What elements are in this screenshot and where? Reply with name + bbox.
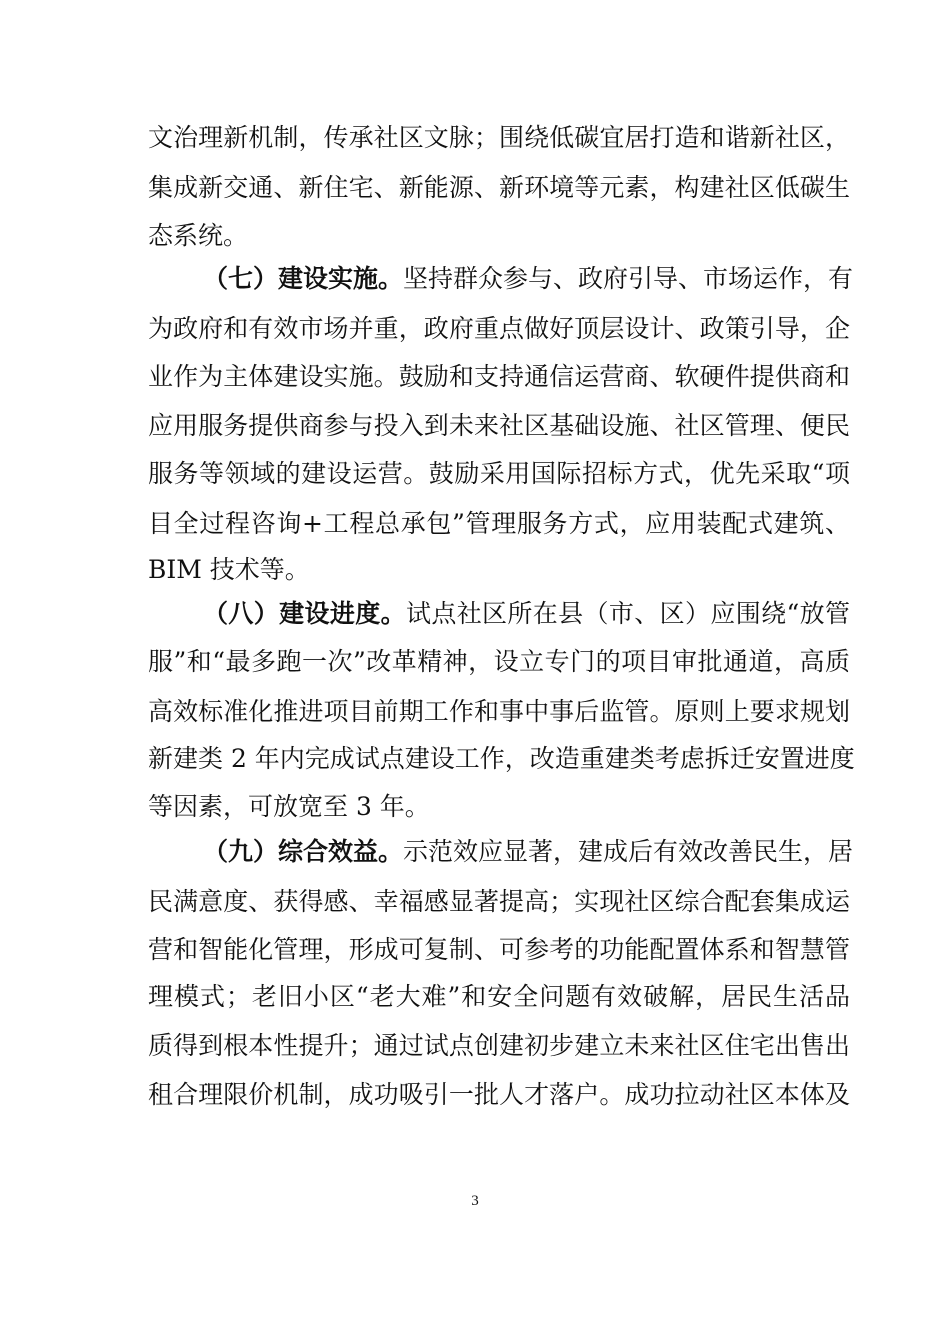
paragraph-heading-line: [203, 257, 854, 301]
paragraph-heading-line: [203, 592, 850, 636]
text-line: 集成新交通、新住宅、新能源、新环境等元素，构建社区低碳生: [148, 173, 850, 202]
text-span: 试点社区所在县（市、区）应围绕“放管: [405, 599, 850, 628]
section-heading-9: （九）综合效益。: [203, 837, 404, 866]
text-line: 租合理限价机制，成功吸引一批人才落户。成功拉动社区本体及: [148, 1080, 850, 1109]
page-number: 3: [471, 1193, 479, 1209]
text-line: 态系统。: [148, 221, 249, 250]
text-line: 等因素，可放宽至 3 年。: [148, 792, 430, 821]
text-span: 示范效应显著，建成后有效改善民生，居: [403, 837, 854, 866]
text-span: 坚持群众参与、政府引导、市场运作，有: [403, 264, 854, 293]
text-line: 文治理新机制，传承社区文脉；围绕低碳宜居打造和谐新社区，: [148, 123, 850, 152]
text-line: 新建类 2 年内完成试点建设工作，改造重建类考虑拆迁安置进度: [148, 744, 855, 773]
text-line: 目全过程咨询+工程总承包”管理服务方式，应用装配式建筑、: [148, 509, 850, 538]
text-line: 民满意度、获得感、幸福感显著提高；实现社区综合配套集成运: [148, 887, 850, 916]
text-line: 服”和“最多跑一次”改革精神，设立专门的项目审批通道，高质: [148, 647, 850, 676]
text-line: BIM 技术等。: [148, 555, 310, 584]
text-line: 质得到根本性提升；通过试点创建初步建立未来社区住宅出售出: [148, 1031, 850, 1060]
text-line: 业作为主体建设实施。鼓励和支持通信运营商、软硬件提供商和: [148, 362, 850, 391]
text-line: 为政府和有效市场并重，政府重点做好顶层设计、政策引导，企: [148, 314, 850, 343]
text-line: 服务等领域的建设运营。鼓励采用国际招标方式，优先采取“项: [148, 459, 850, 488]
paragraph-heading-line: [203, 830, 854, 874]
text-line: 应用服务提供商参与投入到未来社区基础设施、社区管理、便民: [148, 411, 850, 440]
text-line: 高效标准化推进项目前期工作和事中事后监管。原则上要求规划: [148, 697, 850, 726]
section-heading-7: （七）建设实施。: [203, 264, 404, 293]
section-heading-8: （八）建设进度。: [203, 599, 406, 628]
text-line: 理模式；老旧小区“老大难”和安全问题有效破解，居民生活品: [148, 982, 850, 1011]
text-line: 营和智能化管理，形成可复制、可参考的功能配置体系和智慧管: [148, 935, 850, 964]
